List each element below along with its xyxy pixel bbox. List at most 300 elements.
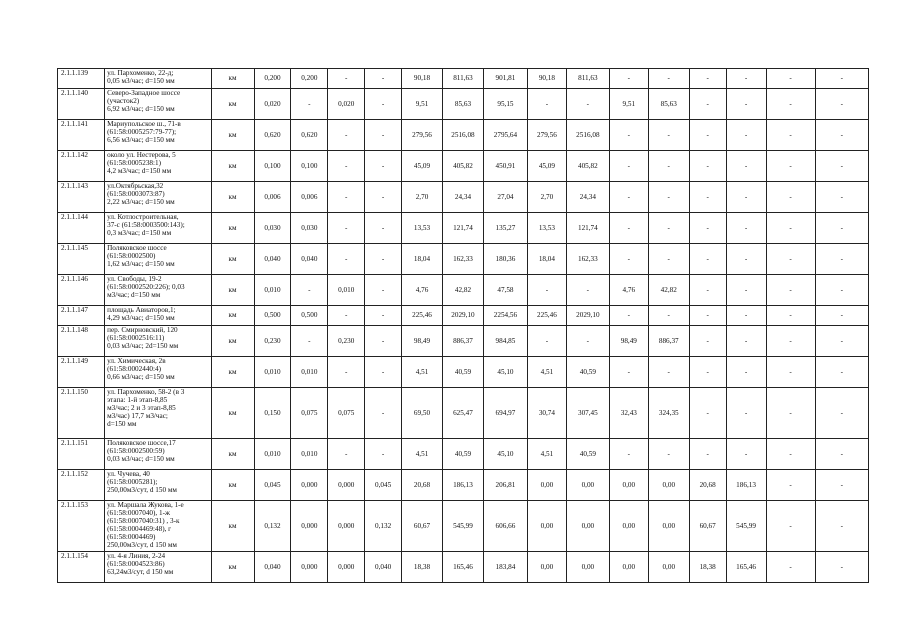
value-cell: - [609, 182, 648, 213]
value-cell: - [815, 388, 868, 439]
value-cell: 0,132 [254, 501, 291, 552]
unit-cell: км [211, 244, 254, 275]
value-cell: - [689, 388, 726, 439]
value-cell: 18,04 [402, 244, 443, 275]
value-cell: 0,00 [527, 552, 566, 583]
value-cell: 0,00 [527, 501, 566, 552]
value-cell: - [726, 244, 766, 275]
table-row [58, 501, 869, 552]
table-row [58, 388, 869, 439]
value-cell: - [726, 89, 766, 120]
value-cell: - [689, 182, 726, 213]
value-cell: 0,230 [328, 326, 365, 357]
value-cell: 0,150 [254, 388, 291, 439]
value-cell: - [365, 388, 402, 439]
value-cell: 40,59 [566, 439, 609, 470]
value-cell: - [815, 439, 868, 470]
value-cell: - [766, 357, 815, 388]
value-cell: - [726, 275, 766, 306]
value-cell: 0,00 [566, 501, 609, 552]
value-cell: 0,030 [254, 213, 291, 244]
value-cell: 165,46 [726, 552, 766, 583]
value-cell: 9,51 [402, 89, 443, 120]
value-cell: - [609, 69, 648, 89]
value-cell: 2029,10 [566, 306, 609, 326]
value-cell: - [365, 120, 402, 151]
value-cell: - [689, 306, 726, 326]
value-cell: 279,56 [402, 120, 443, 151]
unit-cell: км [211, 326, 254, 357]
value-cell: 186,13 [442, 470, 483, 501]
address-cell: ул. Чучева, 40 (61:58:0005281); 250,00м3/сут, d 150 мм [105, 470, 211, 501]
value-cell: 0,010 [291, 439, 328, 470]
value-cell: 0,500 [291, 306, 328, 326]
network-table [57, 68, 869, 583]
value-cell: 180,36 [483, 244, 527, 275]
row-number: 2.1.1.142 [58, 151, 105, 182]
table-row [58, 326, 869, 357]
value-cell: 2516,08 [566, 120, 609, 151]
value-cell: 0,000 [291, 552, 328, 583]
value-cell: - [726, 120, 766, 151]
value-cell: - [726, 357, 766, 388]
table-row [58, 213, 869, 244]
address-cell: пер. Смирновский, 120 (61:58:0002516:11) 0,03 м3/час; 2d=150 мм [105, 326, 211, 357]
value-cell: - [689, 439, 726, 470]
value-cell: 0,006 [291, 182, 328, 213]
value-cell: - [766, 182, 815, 213]
value-cell: - [291, 89, 328, 120]
row-number: 2.1.1.150 [58, 388, 105, 439]
value-cell: - [609, 213, 648, 244]
value-cell: - [815, 326, 868, 357]
value-cell: - [527, 326, 566, 357]
address-cell: ул. Пархоменко, 22-д; 0,05 м3/час; d=150 мм [105, 69, 211, 89]
value-cell: 20,68 [689, 470, 726, 501]
value-cell: 4,76 [609, 275, 648, 306]
address-cell: ул. Пархоменко, 58-2 (в 3 этапа: 1-й этап-8,85 м3/час; 2 и 3 этап-8,85 м3/час) 17,7 м3/час; d=150 мм [105, 388, 211, 439]
value-cell: 901,81 [483, 69, 527, 89]
value-cell: 186,13 [726, 470, 766, 501]
value-cell: 0,006 [254, 182, 291, 213]
value-cell: 0,00 [648, 501, 689, 552]
address-cell: Поляковское шоссе,17 (61:58:0002500:59) 0,03 м3/час; d=150 мм [105, 439, 211, 470]
value-cell: - [766, 306, 815, 326]
address-cell: Поляковское шоссе (61:58:0002500) 1,62 м3/час; d=150 мм [105, 244, 211, 275]
value-cell: - [648, 357, 689, 388]
value-cell: 4,51 [527, 439, 566, 470]
value-cell: - [815, 470, 868, 501]
value-cell: 0,00 [609, 501, 648, 552]
value-cell: 2254,56 [483, 306, 527, 326]
value-cell: - [726, 213, 766, 244]
value-cell: 18,38 [402, 552, 443, 583]
row-number: 2.1.1.145 [58, 244, 105, 275]
value-cell: 279,56 [527, 120, 566, 151]
value-cell: 206,81 [483, 470, 527, 501]
value-cell: - [815, 552, 868, 583]
table-row [58, 552, 869, 583]
address-cell: ул. 4-я Линия, 2-24 (61:58:0004523:86) 63,24м3/сут, d 150 мм [105, 552, 211, 583]
value-cell: - [766, 501, 815, 552]
value-cell: 0,230 [254, 326, 291, 357]
value-cell: 0,132 [365, 501, 402, 552]
value-cell: - [328, 69, 365, 89]
value-cell: 24,34 [566, 182, 609, 213]
value-cell: 135,27 [483, 213, 527, 244]
value-cell: - [609, 357, 648, 388]
value-cell: 0,00 [566, 470, 609, 501]
value-cell: 545,99 [442, 501, 483, 552]
value-cell: - [726, 388, 766, 439]
value-cell: 0,020 [328, 89, 365, 120]
value-cell: 90,18 [402, 69, 443, 89]
table-row [58, 306, 869, 326]
value-cell: 0,045 [365, 470, 402, 501]
value-cell: - [365, 275, 402, 306]
value-cell: 0,040 [291, 244, 328, 275]
value-cell: - [689, 69, 726, 89]
value-cell: 0,00 [648, 552, 689, 583]
value-cell: - [365, 182, 402, 213]
unit-cell: км [211, 275, 254, 306]
value-cell: - [766, 151, 815, 182]
value-cell: 18,04 [527, 244, 566, 275]
value-cell: - [689, 326, 726, 357]
value-cell: 886,37 [442, 326, 483, 357]
table-row [58, 470, 869, 501]
value-cell: - [328, 357, 365, 388]
value-cell: 2795,64 [483, 120, 527, 151]
value-cell: 30,74 [527, 388, 566, 439]
address-cell: ул. Котлостроительная, 37-с (61:58:0003500:143); 0,3 м3/час; d=150 мм [105, 213, 211, 244]
value-cell: 0,075 [328, 388, 365, 439]
row-number: 2.1.1.148 [58, 326, 105, 357]
value-cell: - [766, 552, 815, 583]
value-cell: 2,70 [527, 182, 566, 213]
value-cell: - [766, 470, 815, 501]
row-number: 2.1.1.144 [58, 213, 105, 244]
value-cell: 69,50 [402, 388, 443, 439]
value-cell: 98,49 [609, 326, 648, 357]
unit-cell: км [211, 501, 254, 552]
value-cell: - [648, 69, 689, 89]
value-cell: - [689, 275, 726, 306]
address-cell: Мариупольское ш., 71-в (61:58:0005257:79-77); 6,56 м3/час; d=150 мм [105, 120, 211, 151]
value-cell: 18,38 [689, 552, 726, 583]
value-cell: - [566, 275, 609, 306]
value-cell: - [815, 275, 868, 306]
value-cell: 121,74 [442, 213, 483, 244]
value-cell: 606,66 [483, 501, 527, 552]
value-cell: - [365, 357, 402, 388]
value-cell: 40,59 [442, 439, 483, 470]
value-cell: - [527, 275, 566, 306]
value-cell: 625,47 [442, 388, 483, 439]
value-cell: - [365, 151, 402, 182]
address-cell: ул. Маршала Жукова, 1-е (61:58:0007040), 1-ж (61:58:0007040:31) , 3-к (61:58:0004469:48), г (61:58:0004469) 250,00м3/сут, d 150 мм [105, 501, 211, 552]
value-cell: 0,040 [254, 552, 291, 583]
value-cell: 405,82 [566, 151, 609, 182]
table-row [58, 244, 869, 275]
value-cell: - [328, 120, 365, 151]
value-cell: - [689, 244, 726, 275]
value-cell: 42,82 [648, 275, 689, 306]
value-cell: 0,000 [291, 501, 328, 552]
value-cell: 2516,08 [442, 120, 483, 151]
value-cell: - [328, 182, 365, 213]
value-cell: 0,620 [254, 120, 291, 151]
value-cell: - [766, 275, 815, 306]
table-row [58, 89, 869, 120]
unit-cell: км [211, 151, 254, 182]
value-cell: - [726, 326, 766, 357]
value-cell: 121,74 [566, 213, 609, 244]
value-cell: - [328, 306, 365, 326]
value-cell: 324,35 [648, 388, 689, 439]
value-cell: 4,51 [402, 357, 443, 388]
value-cell: - [815, 501, 868, 552]
value-cell: 45,10 [483, 357, 527, 388]
address-cell: площадь Авиаторов,1; 4,29 м3/час; d=150 мм [105, 306, 211, 326]
value-cell: 0,010 [328, 275, 365, 306]
value-cell: 984,85 [483, 326, 527, 357]
value-cell: - [726, 151, 766, 182]
address-cell: ул.Октябрьская,32 (61:58:0003073:87) 2,22 м3/час; d=150 мм [105, 182, 211, 213]
value-cell: 0,100 [291, 151, 328, 182]
value-cell: 0,000 [328, 552, 365, 583]
value-cell: 0,010 [254, 439, 291, 470]
row-number: 2.1.1.141 [58, 120, 105, 151]
value-cell: - [815, 182, 868, 213]
table-row [58, 357, 869, 388]
table-row [58, 151, 869, 182]
value-cell: - [291, 275, 328, 306]
table-row [58, 182, 869, 213]
value-cell: - [365, 439, 402, 470]
value-cell: 165,46 [442, 552, 483, 583]
value-cell: 9,51 [609, 89, 648, 120]
value-cell: 811,63 [442, 69, 483, 89]
value-cell: 95,15 [483, 89, 527, 120]
value-cell: 60,67 [689, 501, 726, 552]
value-cell: 0,00 [648, 470, 689, 501]
value-cell: 42,82 [442, 275, 483, 306]
value-cell: 85,63 [442, 89, 483, 120]
value-cell: 0,040 [365, 552, 402, 583]
row-number: 2.1.1.139 [58, 69, 105, 89]
value-cell: - [328, 151, 365, 182]
row-number: 2.1.1.143 [58, 182, 105, 213]
value-cell: 13,53 [527, 213, 566, 244]
value-cell: - [766, 439, 815, 470]
value-cell: - [648, 213, 689, 244]
unit-cell: км [211, 388, 254, 439]
value-cell: - [648, 439, 689, 470]
value-cell: - [815, 306, 868, 326]
value-cell: 0,010 [254, 275, 291, 306]
value-cell: - [365, 69, 402, 89]
value-cell: - [365, 306, 402, 326]
value-cell: - [815, 69, 868, 89]
value-cell: - [726, 306, 766, 326]
value-cell: 0,200 [291, 69, 328, 89]
value-cell: 0,100 [254, 151, 291, 182]
value-cell: 0,020 [254, 89, 291, 120]
row-number: 2.1.1.146 [58, 275, 105, 306]
value-cell: - [815, 89, 868, 120]
value-cell: 162,33 [442, 244, 483, 275]
value-cell: - [689, 151, 726, 182]
unit-cell: км [211, 182, 254, 213]
value-cell: 85,63 [648, 89, 689, 120]
value-cell: 0,045 [254, 470, 291, 501]
value-cell: 45,09 [402, 151, 443, 182]
value-cell: 0,000 [328, 470, 365, 501]
value-cell: - [726, 69, 766, 89]
value-cell: - [726, 439, 766, 470]
value-cell: 886,37 [648, 326, 689, 357]
value-cell: - [365, 89, 402, 120]
unit-cell: км [211, 213, 254, 244]
value-cell: - [328, 439, 365, 470]
value-cell: - [648, 244, 689, 275]
value-cell: 20,68 [402, 470, 443, 501]
value-cell: 811,63 [566, 69, 609, 89]
row-number: 2.1.1.147 [58, 306, 105, 326]
value-cell: 0,500 [254, 306, 291, 326]
value-cell: 98,49 [402, 326, 443, 357]
value-cell: 0,010 [291, 357, 328, 388]
value-cell: 0,00 [609, 552, 648, 583]
table-row [58, 120, 869, 151]
value-cell: - [609, 306, 648, 326]
value-cell: 694,97 [483, 388, 527, 439]
value-cell: - [609, 151, 648, 182]
value-cell: 0,200 [254, 69, 291, 89]
value-cell: 60,67 [402, 501, 443, 552]
address-cell: Северо-Западное шоссе (участок2) 6,92 м3/час; d=150 мм [105, 89, 211, 120]
value-cell: - [365, 244, 402, 275]
value-cell: - [648, 306, 689, 326]
row-number: 2.1.1.154 [58, 552, 105, 583]
value-cell: 545,99 [726, 501, 766, 552]
value-cell: - [527, 89, 566, 120]
value-cell: - [689, 357, 726, 388]
value-cell: - [328, 213, 365, 244]
value-cell: 0,010 [254, 357, 291, 388]
address-cell: ул. Свободы, 19-2 (61:58:0002520:226); 0,03 м3/час; d=150 мм [105, 275, 211, 306]
value-cell: 0,00 [566, 552, 609, 583]
value-cell: - [648, 120, 689, 151]
value-cell: 32,43 [609, 388, 648, 439]
table-row [58, 439, 869, 470]
value-cell: - [689, 213, 726, 244]
row-number: 2.1.1.153 [58, 501, 105, 552]
value-cell: 2,70 [402, 182, 443, 213]
value-cell: - [365, 213, 402, 244]
unit-cell: км [211, 89, 254, 120]
value-cell: - [766, 69, 815, 89]
value-cell: - [766, 120, 815, 151]
value-cell: 40,59 [442, 357, 483, 388]
value-cell: - [815, 357, 868, 388]
value-cell: - [328, 244, 365, 275]
value-cell: 450,91 [483, 151, 527, 182]
value-cell: - [609, 244, 648, 275]
value-cell: 40,59 [566, 357, 609, 388]
value-cell: - [766, 213, 815, 244]
value-cell: 0,000 [291, 470, 328, 501]
value-cell: 4,76 [402, 275, 443, 306]
value-cell: - [766, 244, 815, 275]
value-cell: - [766, 326, 815, 357]
value-cell: - [689, 120, 726, 151]
row-number: 2.1.1.152 [58, 470, 105, 501]
value-cell: 13,53 [402, 213, 443, 244]
value-cell: - [689, 89, 726, 120]
value-cell: - [815, 120, 868, 151]
value-cell: - [648, 182, 689, 213]
value-cell: 4,51 [527, 357, 566, 388]
value-cell: 0,040 [254, 244, 291, 275]
value-cell: - [766, 89, 815, 120]
value-cell: 2029,10 [442, 306, 483, 326]
unit-cell: км [211, 306, 254, 326]
table-row [58, 275, 869, 306]
value-cell: 90,18 [527, 69, 566, 89]
value-cell: 47,58 [483, 275, 527, 306]
row-number: 2.1.1.149 [58, 357, 105, 388]
unit-cell: км [211, 120, 254, 151]
value-cell: 0,00 [609, 470, 648, 501]
value-cell: 405,82 [442, 151, 483, 182]
value-cell: 45,10 [483, 439, 527, 470]
value-cell: 0,030 [291, 213, 328, 244]
unit-cell: км [211, 69, 254, 89]
value-cell: - [365, 326, 402, 357]
value-cell: 45,09 [527, 151, 566, 182]
value-cell: 24,34 [442, 182, 483, 213]
value-cell: 0,620 [291, 120, 328, 151]
value-cell: - [566, 89, 609, 120]
table-row [58, 69, 869, 89]
value-cell: 225,46 [527, 306, 566, 326]
value-cell: - [291, 326, 328, 357]
value-cell: 27,04 [483, 182, 527, 213]
unit-cell: км [211, 439, 254, 470]
value-cell: 0,075 [291, 388, 328, 439]
unit-cell: км [211, 470, 254, 501]
value-cell: 0,000 [328, 501, 365, 552]
value-cell: 0,00 [527, 470, 566, 501]
unit-cell: км [211, 552, 254, 583]
value-cell: - [648, 151, 689, 182]
value-cell: 183,84 [483, 552, 527, 583]
value-cell: - [566, 326, 609, 357]
value-cell: 225,46 [402, 306, 443, 326]
value-cell: - [815, 244, 868, 275]
address-cell: около ул. Нестерова, 5 (61:58:0005238:1) 4,2 м3/час; d=150 мм [105, 151, 211, 182]
value-cell: 162,33 [566, 244, 609, 275]
value-cell: - [815, 213, 868, 244]
row-number: 2.1.1.140 [58, 89, 105, 120]
value-cell: - [726, 182, 766, 213]
value-cell: - [815, 151, 868, 182]
value-cell: 307,45 [566, 388, 609, 439]
value-cell: - [766, 388, 815, 439]
value-cell: - [609, 120, 648, 151]
